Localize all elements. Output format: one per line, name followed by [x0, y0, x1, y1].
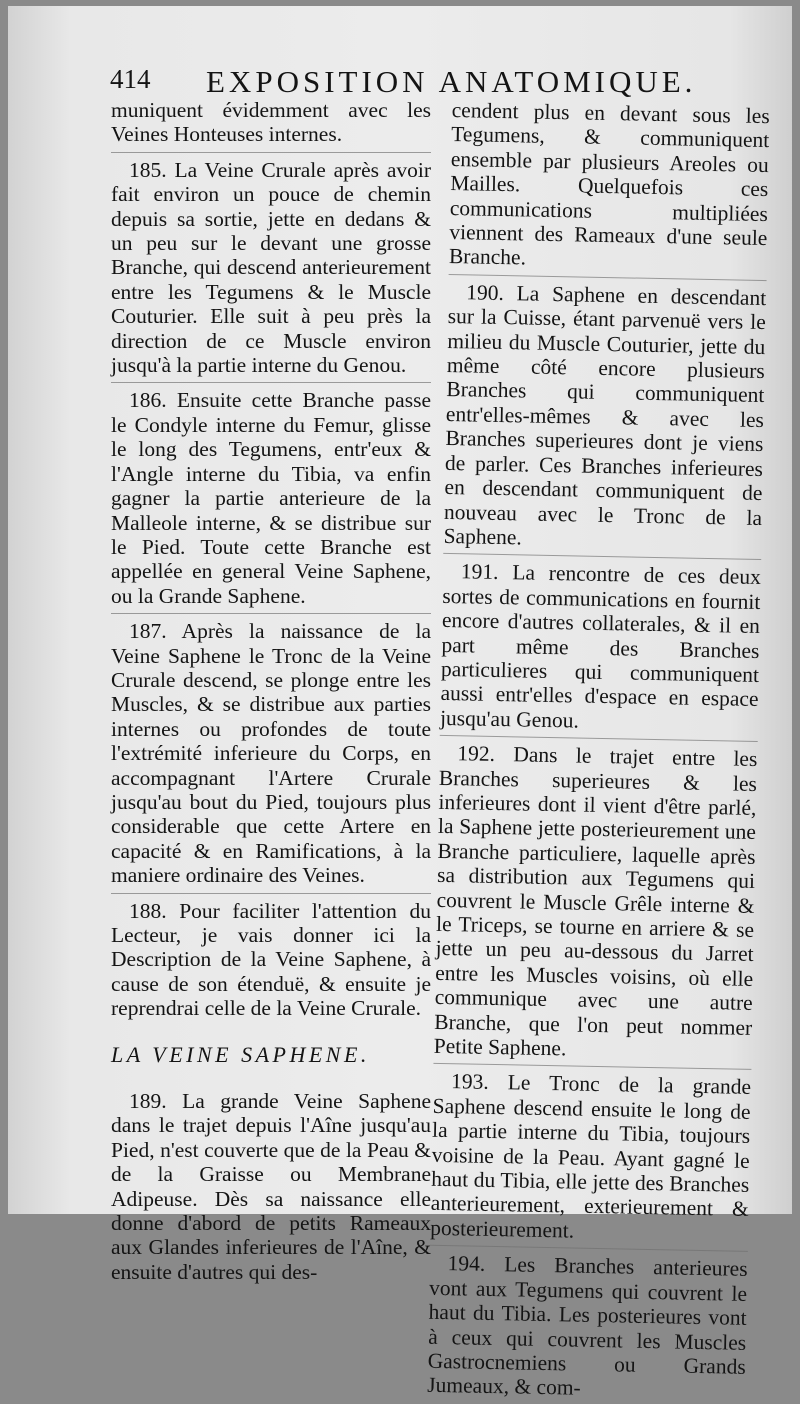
- right-column: [427, 98, 770, 1404]
- left-column: [111, 98, 431, 1284]
- section-title: LA VEINE SAPHENE.: [111, 1041, 370, 1067]
- paragraph-194: 194. Les Branches anterieures vont aux Tegumens qui couvrent le haut du Tibia. Les posterieures vont à ceux qui couvrent les Muscles Gastrocnemiens ou Grands Jumeaux, & com-: [427, 1251, 748, 1401]
- book-page: [8, 6, 792, 1401]
- paragraph-divider: [111, 152, 431, 153]
- paragraph-192: 192. Dans le trajet entre les Branches superieures & les inferieures dont il vient d'être parlé, la Saphene jette posterieurement une Branche particuliere, laquelle après sa distribution aux Tegumens qui couvrent le Muscle Grêle interne & le Triceps, se tourne en arriere & se jette un peu au-dessous du Jarret entre les Muscles voisins, où elle communique avec une autre Branche, que l'on peut nommer Petite Saphene.: [433, 741, 758, 1061]
- paragraph-divider: [111, 382, 431, 383]
- paragraph-188: 188. Pour faciliter l'attention du Lecteur, je vais donner ici la Description de la Veine Saphene, à cause de son étenduë, & ensuite je reprendrai celle de la Veine Crurale.: [111, 898, 431, 1021]
- paragraph-189: 189. La grande Veine Saphene dans le trajet depuis l'Aîne jusqu'au Pied, n'est couverte que de la Peau & de la Graisse ou Membrane Adipeuse. Dès sa naissance elle donne d'abord de petits Rameaux aux Glandes inferieures de l'Aîne, & ensuite d'autres qui des-: [111, 1089, 431, 1284]
- running-head: EXPOSITION ANATOMIQUE.: [206, 64, 697, 99]
- paragraph-191: 191. La rencontre de ces deux sortes de communications en fournit encore d'autres collaterales, & il en part même des Branches particulieres qui communiquent aussi entr'elles d'espace en espace jusqu'au Genou.: [439, 559, 762, 733]
- paragraph-divider: [111, 613, 431, 614]
- paragraph-185: 185. La Veine Crurale après avoir fait environ un pouce de chemin depuis sa sortie, jette en dedans & un peu sur le devant une grosse Branche, qui descend anterieurement entre les Tegumens & le Muscle Couturier. Elle suit à peu près la direction de ce Muscle environ jusqu'à la partie interne du Genou.: [111, 157, 431, 378]
- paragraph-190: 190. La Saphene en descendant sur la Cuisse, étant parvenuë vers le milieu du Muscle Couturier, jette du même côté encore plusieurs Branches qui communiquent entr'elles-mêmes & avec les Branches superieures dont je viens de parler. Ces Branches inferieures en descendant communiquent de nouveau avec le Tronc de la Saphene.: [443, 280, 767, 550]
- paragraph-187: 187. Après la naissance de la Veine Saphene le Tronc de la Veine Crurale descend, se plonge entre les Muscles, & se distribue aux parties internes ou profondes de toute l'extrémité inferieure du Corps, en accompagnant l'Artere Crurale jusqu'au bout du Pied, toujours plus considerable que cette Artere en capacité & en Ramifications, à la maniere ordinaire des Veines.: [111, 619, 431, 888]
- page-number: 414: [110, 64, 151, 94]
- paragraph-193: 193. Le Tronc de la grande Saphene descend ensuite le long de la partie interne du Tibia, toujours voisine de la Peau. Ayant gagné le haut du Tibia, elle jette des Branches anterieurement, exterieurement & posterieurement.: [430, 1069, 752, 1243]
- paragraph-divider: [111, 893, 431, 894]
- paragraph-186: 186. Ensuite cette Branche passe le Condyle interne du Femur, glisse le long des Tegumens, entr'eux & l'Angle interne du Tibia, va enfin gagner la partie anterieure de la Malleole interne, & se distribue sur le Pied. Toute cette Branche est appellée en general Veine Saphene, ou la Grande Saphene.: [111, 388, 431, 608]
- paragraph-continuation: muniquent évidemment avec les Veines Honteuses internes.: [111, 98, 431, 147]
- paragraph-continuation: cendent plus en devant sous les Tegumens, & communiquent ensemble par plusieurs Areoles ou Mailles. Quelquefois ces communications multipliées viennent des Rameaux d'une seule Branche.: [448, 98, 770, 270]
